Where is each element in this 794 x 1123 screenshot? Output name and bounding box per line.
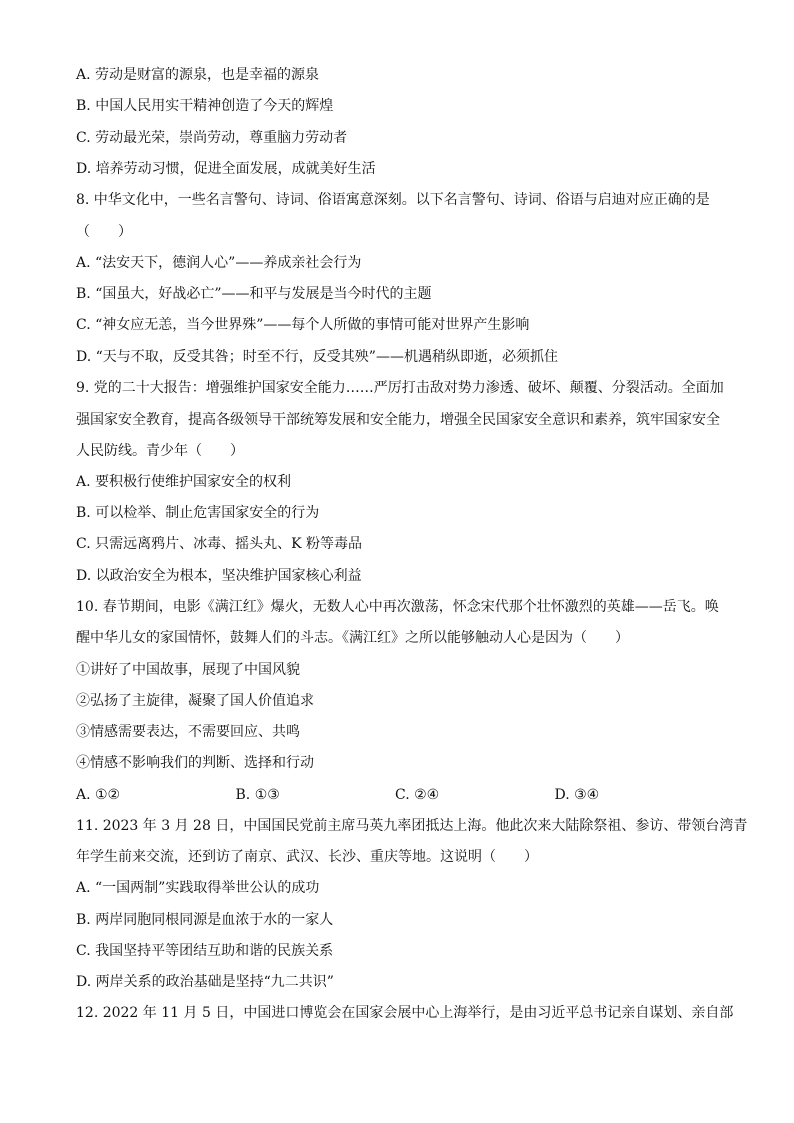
q10-stem-line-1: 10. 春节期间，电影《满江红》爆火，无数人心中再次激荡，怀念宋代那个壮怀激烈的英雄——岳飞。唤 [76, 599, 719, 615]
q11-option-c: C. 我国坚持平等团结互助和谐的民族关系 [76, 943, 334, 959]
q8-option-b: B. “国虽大，好战必亡”——和平与发展是当今时代的主题 [76, 286, 432, 302]
q9-option-a: A. 要积极行使维护国家安全的权利 [76, 474, 292, 490]
q7-option-a: A. 劳动是财富的源泉，也是幸福的源泉 [76, 67, 320, 83]
q9-stem-line-2: 强国家安全教育，提高各级领导干部统筹发展和安全能力，增强全民国家安全意识和素养，筑牢国家安全 [76, 412, 720, 428]
q10-stem-line-2: 醒中华儿女的家国情怀，鼓舞人们的斗志。《满江红》之所以能够触动人心是因为（ ） [76, 630, 629, 646]
q8-option-c: C. “神女应无恙，当今世界殊”——每个人所做的事情可能对世界产生影响 [76, 317, 530, 333]
q7-option-b: B. 中国人民用实干精神创造了今天的辉煌 [76, 98, 334, 114]
q10-option-d: D. ③④ [554, 787, 600, 803]
q9-stem-line-3: 人民防线。青少年（ ） [76, 443, 244, 459]
q10-options-row [76, 785, 714, 805]
q11-option-d: D. 两岸关系的政治基础是坚持“九二共识” [76, 974, 334, 990]
q11-stem-line-2: 年学生前来交流，还到访了南京、武汉、长沙、重庆等地。这说明（ ） [76, 849, 538, 865]
q11-option-a: A. “一国两制”实践取得举世公认的成功 [76, 880, 320, 896]
q11-option-b: B. 两岸同胞同根同源是血浓于水的一家人 [76, 912, 334, 928]
q10-option-a: A. ①② [76, 787, 121, 803]
q10-option-b: B. ①③ [235, 787, 280, 803]
q10-item-4: ④情感不影响我们的判断、选择和行动 [76, 755, 314, 771]
q7-option-c: C. 劳动最光荣，崇尚劳动，尊重脑力劳动者 [76, 130, 348, 146]
q8-option-d: D. “天与不取，反受其咎；时至不行，反受其殃”——机遇稍纵即逝，必须抓住 [76, 349, 558, 365]
q10-item-3: ③情感需要表达，不需要回应、共鸣 [76, 724, 300, 740]
q8-option-a: A. “法安天下，德润人心”——养成亲社会行为 [76, 255, 362, 271]
q10-item-2: ②弘扬了主旋律，凝聚了国人价值追求 [76, 693, 314, 709]
q10-option-c: C. ②④ [395, 787, 440, 803]
q9-option-d: D. 以政治安全为根本，坚决维护国家核心利益 [76, 568, 362, 584]
q9-stem-line-1: 9. 党的二十大报告：增强维护国家安全能力……严厉打击敌对势力渗透、破坏、颠覆、分裂活动。全面加 [76, 380, 724, 396]
q10-item-1: ①讲好了中国故事，展现了中国风貌 [76, 662, 300, 678]
q7-option-d: D. 培养劳动习惯，促进全面发展，成就美好生活 [76, 161, 376, 177]
q8-stem-line-1: 8. 中华文化中，一些名言警句、诗词、俗语寓意深刻。以下名言警句、诗词、俗语与启迪对应正确的是 [76, 192, 710, 208]
q8-stem-line-2: （ ） [76, 224, 132, 240]
q9-option-c: C. 只需远离鸦片、冰毒、摇头丸、K 粉等毒品 [76, 536, 363, 552]
q11-stem-line-1: 11. 2023 年 3 月 28 日，中国国民党前主席马英九率团抵达上海。他此次来大陆除祭祖、参访、带领台湾青 [76, 818, 748, 834]
q9-option-b: B. 可以检举、制止危害国家安全的行为 [76, 505, 320, 521]
q12-stem-line-1: 12. 2022 年 11 月 5 日，中国进口博览会在国家会展中心上海举行，是由习近平总书记亲自谋划、亲自部 [76, 1005, 734, 1021]
